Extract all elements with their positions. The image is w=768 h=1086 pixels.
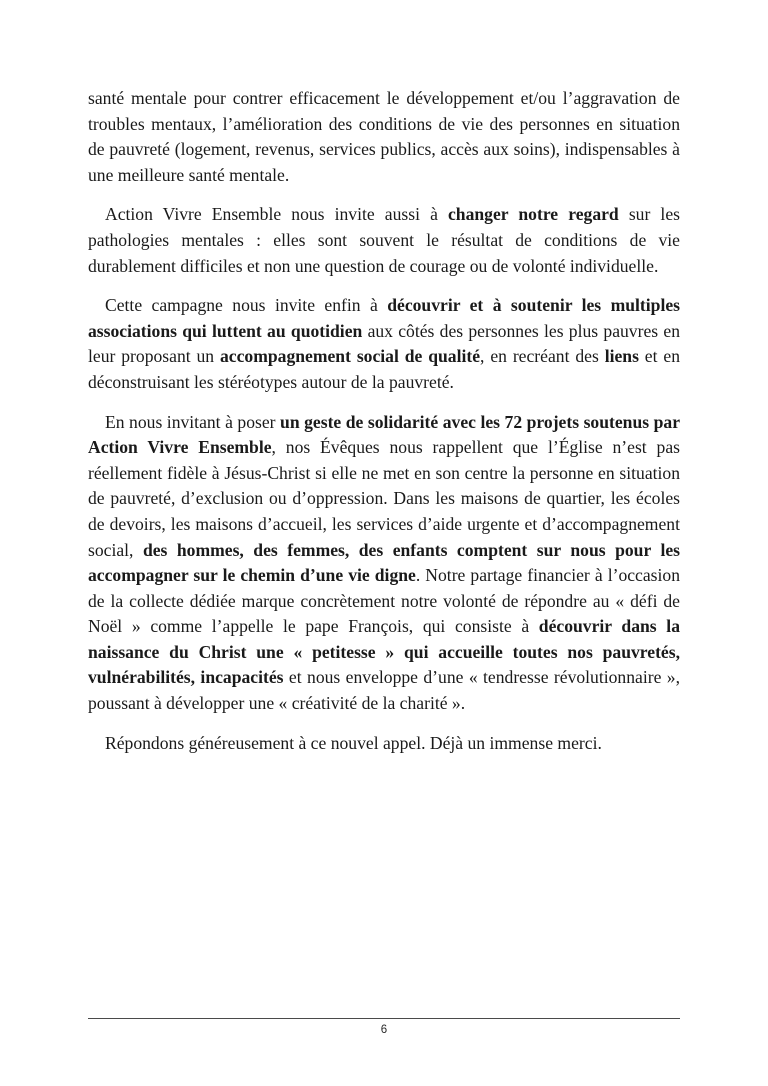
emphasis-text: découvrir dans la naissance du Christ une « petitesse » qui accueille toutes nos pauvretés, vulnérabilités, incapacités xyxy=(88,616,680,688)
emphasis-text: des hommes, des femmes, des enfants comptent sur nous pour les accompagner sur le chemin d’une vie digne xyxy=(88,539,680,586)
body-text: . Notre partage financier à l’occasion de la collecte dédiée marque concrètement notre volonté de répondre au « défi de Noël » comme l’appelle le pape François, qui consiste à xyxy=(88,565,680,637)
footer-divider xyxy=(88,1018,680,1019)
emphasis-text: un geste de solidarité avec les 72 projets soutenus par Action Vivre Ensemble xyxy=(88,411,681,458)
body-text: et nous enveloppe d’une « tendresse révolutionnaire », poussant à développer une « créativité de la charité ». xyxy=(88,667,680,714)
emphasis-text: liens xyxy=(604,346,639,367)
body-text: Répondons généreusement à ce nouvel appel. Déjà un immense merci. xyxy=(105,732,602,753)
emphasis-text: découvrir et à soutenir les multiples associations qui luttent au quotidien xyxy=(88,295,680,341)
paragraph-para-4 xyxy=(88,410,680,717)
body-text: En nous invitant à poser xyxy=(105,411,281,432)
body-text: sur les pathologies mentales : elles sont souvent le résultat de conditions de vie durablement difficiles et non une question de courage ou de volonté individuelle. xyxy=(88,204,680,276)
body-text: aux côtés des personnes les plus pauvres en leur proposant un xyxy=(88,320,680,367)
body-text: , nos Évêques nous rappellent que l’Église n’est pas réellement fidèle à Jésus-Christ si elle ne met en son centre la personne en situation de pauvreté, d’exclusion ou d’oppression. Dans les maisons de quartier, les écoles de devoirs, les maisons d’accueil, les services d’aide urgente et d’accompagnement social, xyxy=(88,437,680,560)
body-text: Cette campagne nous invite enfin à xyxy=(105,295,388,316)
paragraph-para-5 xyxy=(88,731,680,757)
body-text: Action Vivre Ensemble nous invite aussi à xyxy=(105,204,448,225)
body-text: santé mentale pour contrer efficacement le développement et/ou l’aggravation de troubles mentaux, l’amélioration des conditions de vie des personnes en situation de pauvreté (logement, revenus, services publics, accès aux soins), indispensables à une meilleure santé mentale. xyxy=(88,88,680,185)
page-number: 6 xyxy=(380,1024,388,1036)
body-text: , en recréant des xyxy=(480,346,605,367)
paragraph-para-2 xyxy=(88,202,680,279)
emphasis-text: accompagnement social de qualité xyxy=(220,346,481,367)
body-text: et en déconstruisant les stéréotypes autour de la pauvreté. xyxy=(88,346,680,392)
page-footer xyxy=(88,1018,680,1036)
page-body-text xyxy=(88,86,680,756)
paragraph-para-3 xyxy=(88,293,680,395)
emphasis-text: changer notre regard xyxy=(448,204,619,225)
paragraph-para-1 xyxy=(88,86,680,188)
